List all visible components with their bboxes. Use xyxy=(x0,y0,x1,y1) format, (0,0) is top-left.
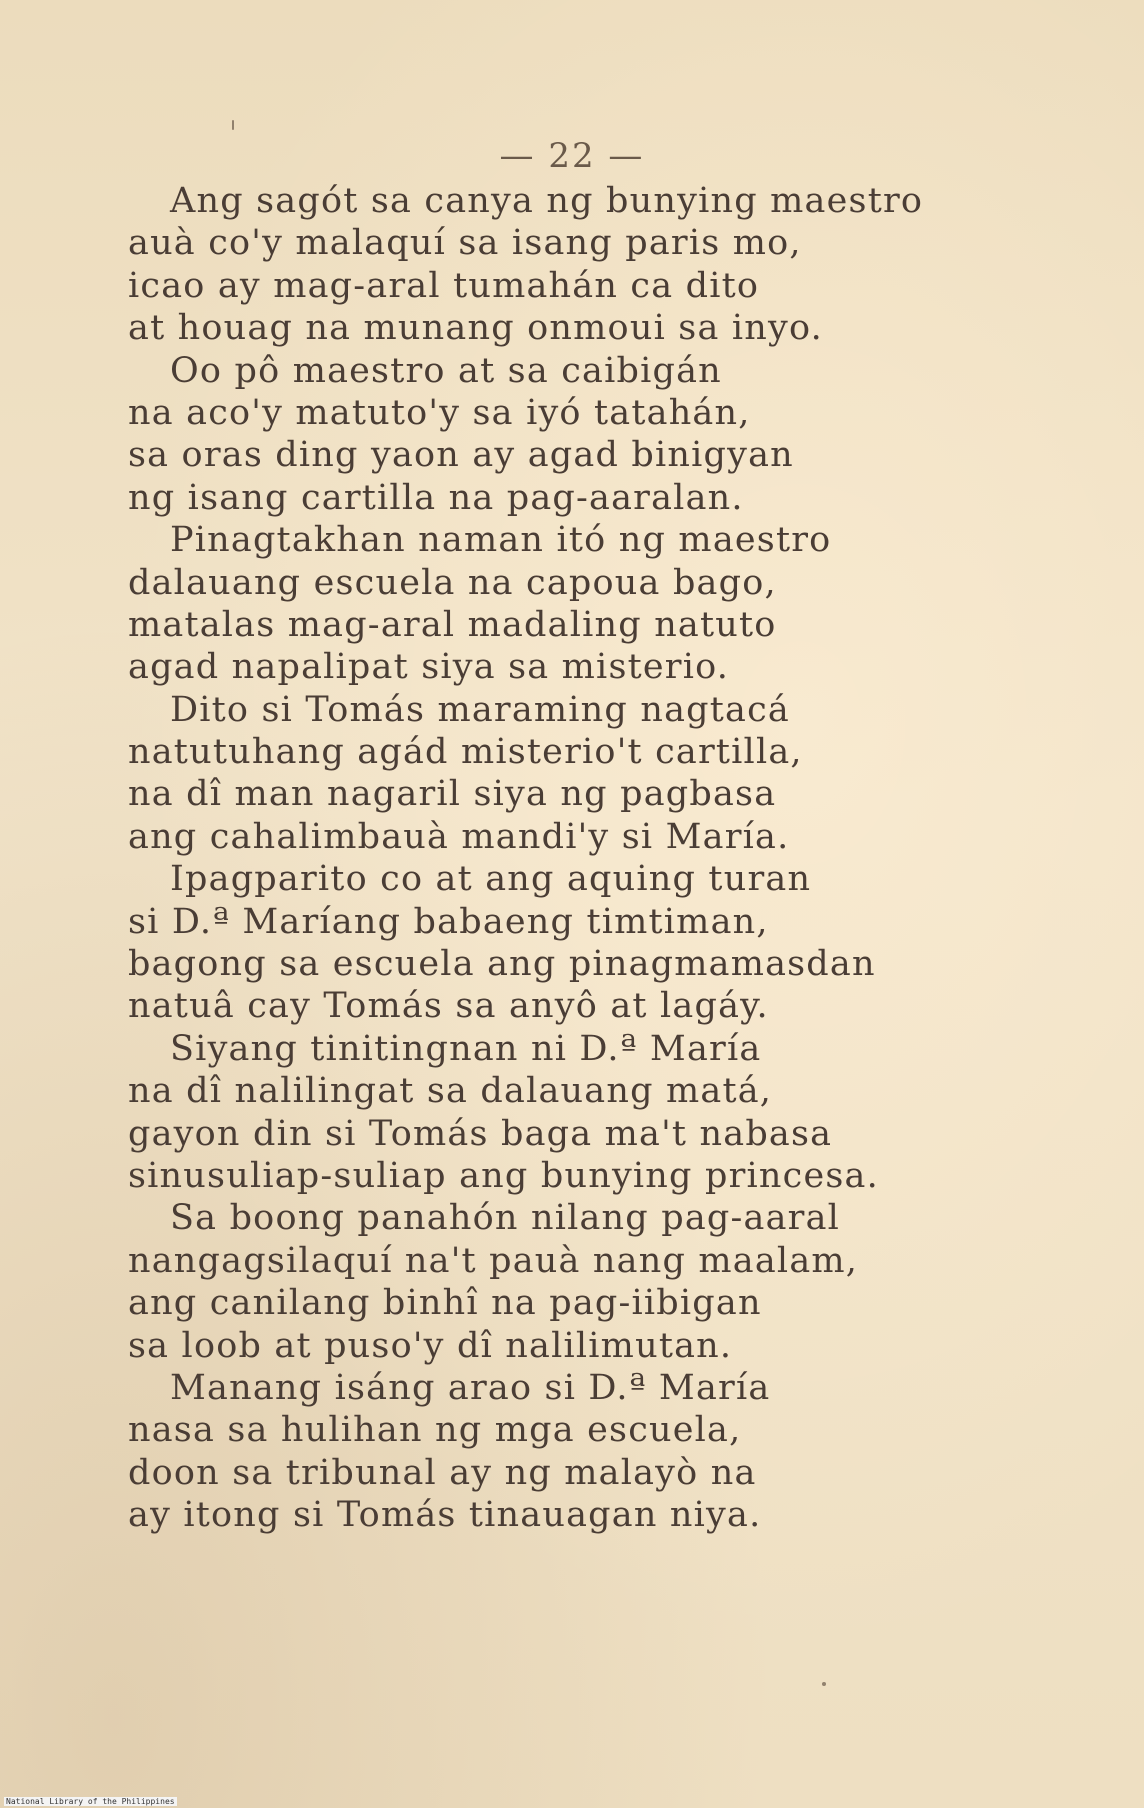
verse-line: ang canilang binhî na pag-iibigan xyxy=(128,1283,762,1324)
verse-line: Pinagtakhan naman itó ng maestro xyxy=(170,520,832,561)
page-number: — 22 — xyxy=(499,136,645,176)
verse-line: dalauang escuela na capoua bago, xyxy=(128,562,777,603)
verse-line: ay itong si Tomás tinauagan niya. xyxy=(128,1495,762,1536)
verse-line: nasa sa hulihan ng mga escuela, xyxy=(128,1410,742,1451)
paper-speck xyxy=(232,120,234,130)
verse-line: Oo pô maestro at sa caibigán xyxy=(170,350,722,391)
verse-line: nangagsilaquí na't pauà nang maalam, xyxy=(128,1240,859,1281)
stanza xyxy=(128,1197,1028,1367)
stanza xyxy=(128,180,1028,350)
stanza xyxy=(128,689,1028,859)
verse-line: Dito si Tomás maraming nagtacá xyxy=(170,689,790,730)
verse-line: natuâ cay Tomás sa anyô at lagáy. xyxy=(128,986,769,1027)
verse-line: natutuhang agád misterio't cartilla, xyxy=(128,732,803,773)
stanza xyxy=(128,519,1028,689)
verse-line: icao ay mag-aral tumahán ca dito xyxy=(128,265,760,306)
verse-line: Ang sagót sa canya ng bunying maestro xyxy=(170,181,924,221)
verse-line: sa loob at puso'y dî nalilimutan. xyxy=(128,1325,733,1366)
verse-line: matalas mag-aral madaling natuto xyxy=(128,604,777,645)
verse-line: ng isang cartilla na pag-aaralan. xyxy=(128,477,744,518)
verse-line: gayon din si Tomás baga ma't nabasa xyxy=(128,1113,833,1154)
stanza xyxy=(128,858,1028,1028)
stanza xyxy=(128,350,1028,520)
verse-line: auà co'y malaquí sa isang paris mo, xyxy=(128,223,802,264)
verse-line: Ipagparito co at ang aquing turan xyxy=(170,859,812,900)
verse-line: sa oras ding yaon ay agad binigyan xyxy=(128,435,794,476)
verse-line: sinusuliap-suliap ang bunying princesa. xyxy=(128,1155,879,1196)
verse-line: na dî nalilingat sa dalauang matá, xyxy=(128,1071,773,1112)
footer-credit: National Library of the Philippines xyxy=(6,1797,175,1806)
poem-body xyxy=(128,180,1028,1537)
verse-line: na dî man nagaril siya ng pagbasa xyxy=(128,774,777,815)
verse-line: ang cahalimbauà mandi'y si María. xyxy=(128,816,790,857)
verse-line: na aco'y matuto'y sa iyó tatahán, xyxy=(128,392,751,433)
verse-line: Siyang tinitingnan ni D.ª María xyxy=(170,1028,762,1069)
verse-line: si D.ª Maríang babaeng timtiman, xyxy=(128,901,769,942)
stanza xyxy=(128,1028,1028,1198)
verse-line: at houag na munang onmoui sa inyo. xyxy=(128,308,823,349)
verse-line: Sa boong panahón nilang pag-aaral xyxy=(170,1198,841,1239)
verse-line: Manang isáng arao si D.ª María xyxy=(170,1367,771,1408)
verse-line: doon sa tribunal ay ng malayò na xyxy=(128,1452,757,1493)
stanza xyxy=(128,1367,1028,1537)
verse-line: agad napalipat siya sa misterio. xyxy=(128,647,730,688)
verse-line: bagong sa escuela ang pinagmamasdan xyxy=(128,944,876,985)
paper-speck xyxy=(822,1682,826,1686)
